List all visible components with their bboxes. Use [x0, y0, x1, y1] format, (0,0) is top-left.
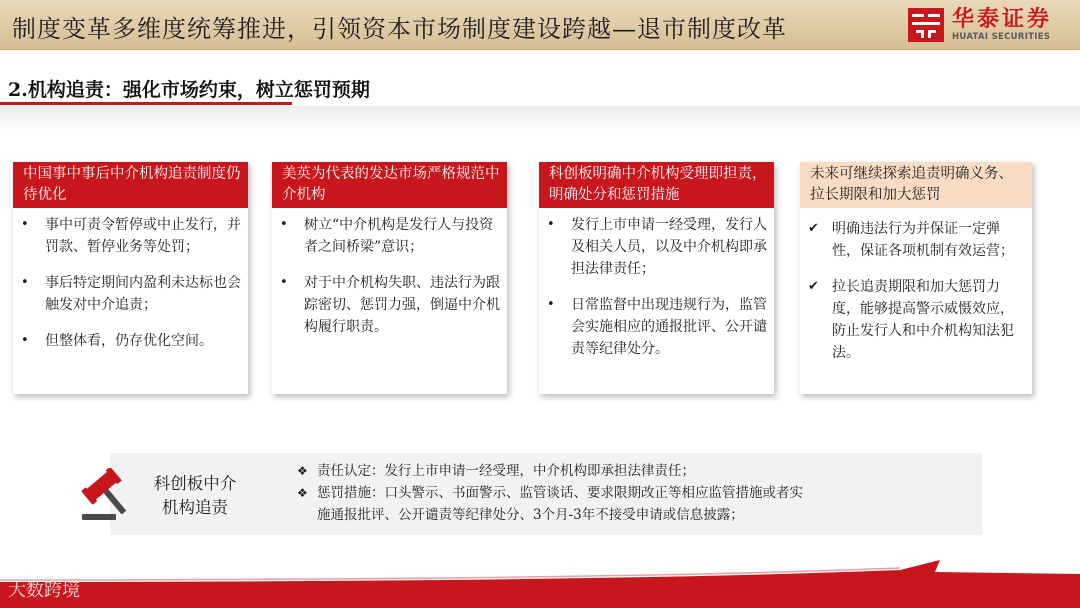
list-item: • 对于中介机构失职、违法行为跟踪密切、惩罚力强，倒逼中介机构履行职责。 — [280, 272, 501, 338]
list-item: ✔ 明确违法行为并保证一定弹性，保证各项机制有效运营； — [808, 218, 1026, 262]
list-item: • 但整体看，仍存优化空间。 — [21, 330, 242, 352]
checkmark-icon: ✔ — [808, 279, 819, 294]
gavel-icon — [78, 468, 142, 524]
list-item: ❖ 责任认定：发行上市申请一经受理，中介机构即承担法律责任； — [297, 460, 977, 482]
bullet-dot-icon: • — [21, 333, 29, 348]
watermark-text: 大数跨境 — [8, 580, 80, 601]
list-item: ✔ 拉长追责期限和加大惩罚力度，能够提高警示威慑效应，防止发行人和中介机构知法犯法。 — [808, 276, 1026, 364]
list-item: • 日常监督中出现违规行为，监管会实施相应的通报批评、公开谴责等纪律处分。 — [547, 294, 768, 360]
brand-logo — [908, 8, 1052, 42]
bullet-dot-icon: • — [547, 217, 555, 232]
logo-chinese-name: 华泰证券 — [951, 7, 1052, 32]
bullet-dot-icon: • — [280, 275, 288, 290]
page-title: 制度变革多维度统筹推进，引领资本市场制度建设跨越—退市制度改革 — [12, 15, 787, 43]
list-item: ❖ 惩罚措施：口头警示、书面警示、监管谈话、要求限期改正等相应监管措施或者实 — [297, 482, 977, 504]
huatai-logo-icon — [908, 8, 944, 42]
logo-english-name: HUATAI SECURITIES — [951, 32, 1051, 42]
summary-label: 科创板中介 机构追责 — [153, 474, 237, 517]
bullet-dot-icon: • — [280, 217, 288, 232]
section-underline — [0, 102, 292, 105]
checkmark-icon: ✔ — [808, 221, 819, 236]
summary-items — [297, 460, 977, 526]
bullet-dot-icon: • — [21, 275, 29, 290]
list-item: • 事中可责令暂停或中止发行，并罚款、暂停业务等处罚； — [21, 214, 242, 258]
card-title: 未来可继续探索追责明确义务、拉长期限和加大惩罚 — [800, 162, 1032, 208]
card-title: 科创板明确中介机构受理即担责，明确处分和惩罚措施 — [539, 162, 774, 208]
decorative-swoosh — [0, 552, 1080, 608]
diamond-bullet-icon: ❖ — [297, 464, 308, 478]
card-future-exploration — [800, 162, 1032, 394]
list-item-continuation: 施通报批评、公开谴责等纪律处分、3个月-3年不接受申请或信息披露； — [317, 507, 744, 523]
bullet-dot-icon: • — [547, 297, 555, 312]
bullet-dot-icon: • — [21, 217, 29, 232]
section-title: 2.机构追责：强化市场约束，树立惩罚预期 — [8, 79, 370, 101]
card-title: 美英为代表的发达市场严格规范中介机构 — [272, 162, 507, 208]
list-item: • 事后特定期间内盈利未达标也会触发对中介追责； — [21, 272, 242, 316]
card-title: 中国事中事后中介机构追责制度仍待优化 — [13, 162, 248, 208]
card-china-post-event — [13, 162, 248, 394]
header-fade-band — [0, 106, 1080, 132]
card-us-uk-markets — [272, 162, 507, 394]
list-item: • 发行上市申请一经受理，发行人及相关人员，以及中介机构即承担法律责任； — [547, 214, 768, 280]
list-item: • 树立“中介机构是发行人与投资者之间桥梁”意识； — [280, 214, 501, 258]
header-bar — [0, 0, 1080, 50]
diamond-bullet-icon: ❖ — [297, 486, 308, 500]
card-star-market — [539, 162, 774, 394]
